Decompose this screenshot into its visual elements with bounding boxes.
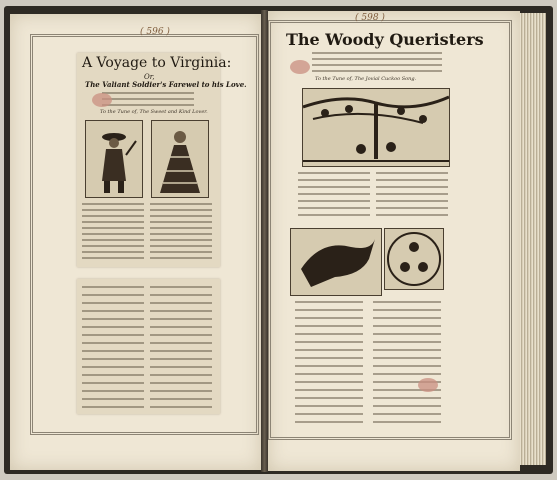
text-line bbox=[150, 257, 212, 259]
text-line bbox=[150, 286, 212, 288]
text-line bbox=[150, 342, 212, 344]
text-line bbox=[82, 382, 144, 384]
text-line bbox=[295, 357, 363, 359]
text-line bbox=[295, 421, 363, 423]
text-line bbox=[298, 214, 370, 216]
text-line bbox=[376, 214, 448, 216]
text-line bbox=[298, 207, 370, 209]
text-line bbox=[102, 104, 194, 106]
text-line bbox=[376, 200, 448, 202]
text-line bbox=[82, 251, 144, 253]
left-subtitle: The Valiant Soldier's Farewel to his Love. bbox=[85, 80, 247, 89]
text-line bbox=[376, 207, 448, 209]
library-stamp bbox=[418, 378, 438, 392]
text-line bbox=[295, 301, 363, 303]
text-line bbox=[82, 390, 144, 392]
text-line bbox=[150, 406, 212, 408]
text-line bbox=[373, 341, 441, 343]
woodcut-birds-emblem bbox=[384, 228, 444, 290]
text-line bbox=[82, 398, 144, 400]
text-line bbox=[298, 193, 370, 195]
library-stamp bbox=[92, 93, 112, 107]
text-line bbox=[295, 405, 363, 407]
text-line bbox=[373, 397, 441, 399]
text-line bbox=[82, 350, 144, 352]
text-line bbox=[82, 302, 144, 304]
text-line bbox=[295, 373, 363, 375]
text-line bbox=[376, 186, 448, 188]
text-line bbox=[82, 294, 144, 296]
left-second-sheet bbox=[77, 279, 220, 414]
text-line bbox=[295, 309, 363, 311]
text-line bbox=[150, 358, 212, 360]
text-line bbox=[82, 310, 144, 312]
text-line bbox=[373, 333, 441, 335]
text-line bbox=[373, 421, 441, 423]
text-line bbox=[150, 310, 212, 312]
text-line bbox=[312, 52, 442, 54]
text-line bbox=[295, 365, 363, 367]
text-line bbox=[150, 203, 212, 205]
woodcut-lady bbox=[151, 120, 209, 198]
text-line bbox=[82, 245, 144, 247]
right-ballad-title: The Woody Queristers bbox=[286, 30, 484, 49]
text-line bbox=[295, 349, 363, 351]
text-line bbox=[373, 301, 441, 303]
left-folio: ( 596 ) bbox=[140, 27, 170, 37]
text-line bbox=[150, 390, 212, 392]
text-line bbox=[82, 366, 144, 368]
text-line bbox=[150, 382, 212, 384]
text-line bbox=[373, 349, 441, 351]
text-line bbox=[150, 221, 212, 223]
text-line bbox=[376, 172, 448, 174]
text-line bbox=[295, 389, 363, 391]
text-line bbox=[150, 326, 212, 328]
text-line bbox=[373, 317, 441, 319]
text-line bbox=[150, 245, 212, 247]
woodcut-soldier bbox=[85, 120, 143, 198]
text-line bbox=[82, 342, 144, 344]
right-tune: To the Tune of, The Jovial Cuckoo Song. bbox=[315, 76, 417, 82]
text-line bbox=[373, 325, 441, 327]
text-line bbox=[150, 398, 212, 400]
text-line bbox=[312, 70, 442, 72]
text-line bbox=[295, 341, 363, 343]
text-line bbox=[150, 318, 212, 320]
library-stamp bbox=[290, 60, 310, 74]
text-line bbox=[82, 257, 144, 259]
left-tune: To the Tune of, The Sweet and Kind Lover. bbox=[100, 109, 208, 115]
text-line bbox=[150, 251, 212, 253]
right-folio: ( 598 ) bbox=[355, 13, 385, 23]
text-line bbox=[82, 334, 144, 336]
book-gutter bbox=[261, 10, 268, 472]
text-line bbox=[376, 193, 448, 195]
text-line bbox=[150, 215, 212, 217]
text-line bbox=[150, 366, 212, 368]
left-ballad-title: A Voyage to Virginia: bbox=[82, 55, 232, 71]
text-line bbox=[150, 302, 212, 304]
text-line bbox=[373, 365, 441, 367]
text-line bbox=[82, 239, 144, 241]
text-line bbox=[82, 221, 144, 223]
text-line bbox=[373, 405, 441, 407]
text-line bbox=[82, 326, 144, 328]
left-or: Or, bbox=[144, 73, 155, 81]
text-line bbox=[82, 233, 144, 235]
text-line bbox=[373, 357, 441, 359]
text-line bbox=[150, 334, 212, 336]
text-line bbox=[298, 172, 370, 174]
text-line bbox=[312, 58, 442, 60]
text-line bbox=[82, 215, 144, 217]
text-line bbox=[295, 317, 363, 319]
text-line bbox=[82, 374, 144, 376]
text-line bbox=[82, 227, 144, 229]
text-line bbox=[298, 186, 370, 188]
text-line bbox=[82, 286, 144, 288]
text-line bbox=[82, 406, 144, 408]
woodcut-birds-in-tree bbox=[302, 88, 450, 167]
text-line bbox=[373, 309, 441, 311]
text-line bbox=[150, 239, 212, 241]
text-line bbox=[102, 98, 194, 100]
text-line bbox=[82, 203, 144, 205]
text-line bbox=[298, 200, 370, 202]
text-line bbox=[298, 179, 370, 181]
text-line bbox=[82, 318, 144, 320]
page-edges bbox=[520, 13, 546, 465]
text-line bbox=[150, 350, 212, 352]
text-line bbox=[295, 333, 363, 335]
text-line bbox=[295, 413, 363, 415]
woodcut-bird bbox=[290, 228, 382, 296]
text-line bbox=[82, 358, 144, 360]
text-line bbox=[376, 179, 448, 181]
text-line bbox=[150, 209, 212, 211]
text-line bbox=[82, 209, 144, 211]
text-line bbox=[295, 397, 363, 399]
text-line bbox=[102, 92, 194, 94]
text-line bbox=[150, 233, 212, 235]
text-line bbox=[373, 373, 441, 375]
text-line bbox=[295, 381, 363, 383]
text-line bbox=[150, 374, 212, 376]
text-line bbox=[373, 413, 441, 415]
text-line bbox=[312, 64, 442, 66]
text-line bbox=[150, 227, 212, 229]
text-line bbox=[150, 294, 212, 296]
text-line bbox=[295, 325, 363, 327]
